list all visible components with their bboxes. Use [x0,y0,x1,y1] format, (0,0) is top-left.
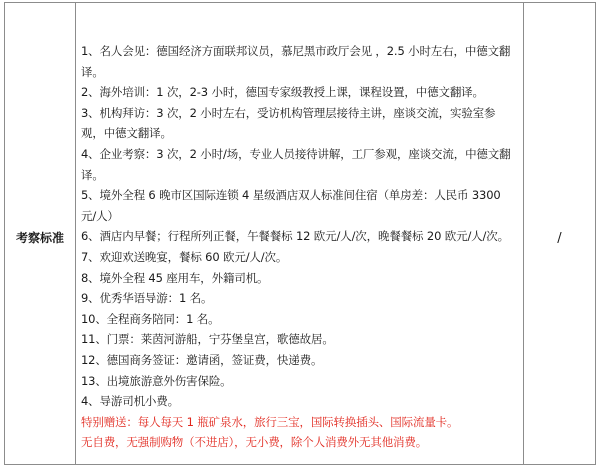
list-item: 12、德国商务签证：邀请函，签证费，快递费。 [81,352,323,367]
list-item: 11、门票：莱茵河游船，宁芬堡皇宫，歌德故居。 [81,332,334,347]
list-item: 4、企业考察：3 次，2 小时/场，专业人员接待讲解，工厂参观，座谈交流，中德文翻译。 [81,146,511,182]
remark-cell [524,3,595,464]
remark-value: / [557,231,562,246]
content-cell [76,3,524,464]
list-item: 4、导游司机小费。 [81,394,179,409]
list-item: 7、欢迎欢送晚宴，餐标 60 欧元/人/次。 [81,249,288,264]
list-item: 8、境外全程 45 座用车，外籍司机。 [81,270,269,285]
list-item: 3、机构拜访：3 次，2 小时左右，受访机构管理层接待主讲，座谈交流，实验室参观，中德文翻译。 [81,105,496,141]
list-item: 10、全程商务陪同：1 名。 [81,311,220,326]
list-item: 6、酒店内早餐；行程所列正餐，午餐餐标 12 欧元/人/次，晚餐餐标 20 欧元/人/次。 [81,229,509,244]
list-item: 5、境外全程 6 晚市区国际连锁 4 星级酒店双人标准间住宿（单房差：人民币 3300 元/人） [81,188,501,223]
no-extra-fee-note: 无自费，无强制购物（不进店），无小费，除个人消费外无其他消费。 [81,435,428,450]
label-cell [5,3,76,464]
special-gift-note: 特别赠送：每人每天 1 瓶矿泉水，旅行三宝，国际转换插头、国际流量卡。 [81,414,459,429]
list-item: 1、名人会见：德国经济方面联邦议员，慕尼黑市政厅会见 ，2.5 小时左右，中德文翻译。 [81,44,511,79]
list-item: 9、优秀华语导游：1 名。 [81,291,213,306]
list-item: 2、海外培训：1 次，2-3 小时，德国专家级教授上课，课程设置，中德文翻译。 [81,85,484,100]
list-item: 13、出境旅游意外伤害保险。 [81,373,232,388]
standards-table [4,2,596,465]
row-label: 考察标准 [15,231,64,245]
